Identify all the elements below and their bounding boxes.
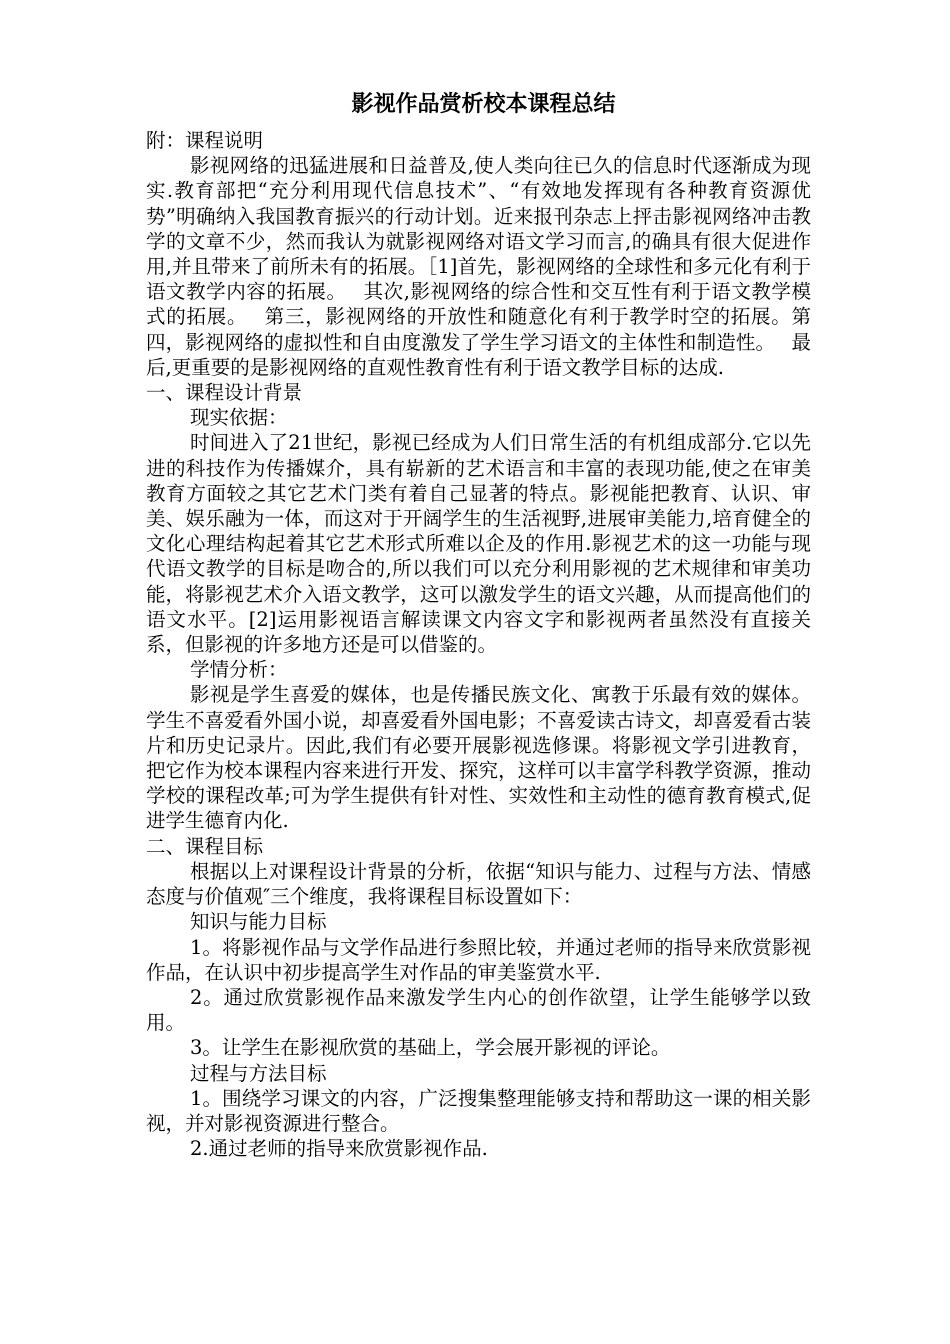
body-paragraph: 影视网络的迅猛进展和日益普及,使人类向往已久的信息时代逐渐成为现实.教育部把“充分利用现代信息技术”、“有效地发挥现有各种教育资源优势”明确纳入我国教育振兴的行动计划。近来报刊杂志上抨击影视网络冲击教学的文章不少，然而我认为就影视网络对语文学习而言,的确具有很大促进作用,并且带来了前所未有的拓展。［1]首先，影视网络的全球性和多元化有利于语文教学内容的拓展。 其次,影视网络的综合性和交互性有利于语文教学模式的拓展。 第三，影视网络的开放性和随意化有利于教学时空的拓展。第四，影视网络的虚拟性和自由度激发了学生学习语文的主体性和制造性。 最后,更重要的是影视网络的直观性教育性有利于语文教学目标的达成. <box>146 154 811 379</box>
list-item: 2.通过老师的指导来欣赏影视作品. <box>190 1137 488 1161</box>
document-title: 影视作品赏析校本课程总结 <box>351 91 616 117</box>
body-paragraph: 根据以上对课程设计背景的分析，依据“知识与能力、过程与方法、情感态度与价值观″三个维度，我将课程目标设置如下： <box>146 859 811 909</box>
subheading: 过程与方法目标 <box>190 1061 327 1085</box>
body-paragraph: 影视是学生喜爱的媒体，也是传播民族文化、寓教于乐最有效的媒体。学生不喜爱看外国小说，却喜爱看外国电影；不喜爱读古诗文，却喜爱看古装片和历史记录片。因此,我们有必要开展影视选修课。将影视文学引进教育，把它作为校本课程内容来进行开发、探究，这样可以丰富学科教学资源，推动学校的课程改革;可为学生提供有针对性、实效性和主动性的德育教育模式,促进学生德育内化. <box>146 683 811 833</box>
body-paragraph: 时间进入了21世纪，影视已经成为人们日常生活的有机组成部分.它以先进的科技作为传播媒介，具有崭新的艺术语言和丰富的表现功能,使之在审美教育方面较之其它艺术门类有着自己显著的特点。影视能把教育、认识、审美、娱乐融为一体，而这对于开阔学生的生活视野,进展审美能力,培育健全的文化心理结构起着其它艺术形式所难以企及的作用.影视艺术的这一功能与现代语文教学的目标是吻合的,所以我们可以充分利用影视的艺术规律和审美功能，将影视艺术介入语文教学，这可以激发学生的语文兴趣，从而提高他们的语文水平。[2]运用影视语言解读课文内容文字和影视两者虽然没有直接关系，但影视的许多地方还是可以借鉴的。 <box>146 431 811 657</box>
subheading: 知识与能力目标 <box>190 910 327 934</box>
section-heading: 一、课程设计背景 <box>146 381 303 405</box>
section-heading: 二、课程目标 <box>146 834 264 858</box>
list-item: 1。围绕学习课文的内容，广泛搜集整理能够支持和帮助这一课的相关影视，并对影视资源进行整合。 <box>146 1086 811 1135</box>
document-page <box>146 88 811 1161</box>
list-item: 1。将影视作品与文学作品进行参照比较，并通过老师的指导来欣赏影视作品，在认识中初步提高学生对作品的审美鉴赏水平. <box>146 935 811 984</box>
subheading: 学情分析： <box>190 658 288 682</box>
subheading: 现实依据： <box>190 406 288 430</box>
section-heading: 附：课程说明 <box>146 129 264 152</box>
list-item: 3。让学生在影视欣赏的基础上，学会展开影视的评论。 <box>190 1036 671 1060</box>
list-item: 2。通过欣赏影视作品来激发学生内心的创作欲望，让学生能够学以致用。 <box>146 985 811 1035</box>
